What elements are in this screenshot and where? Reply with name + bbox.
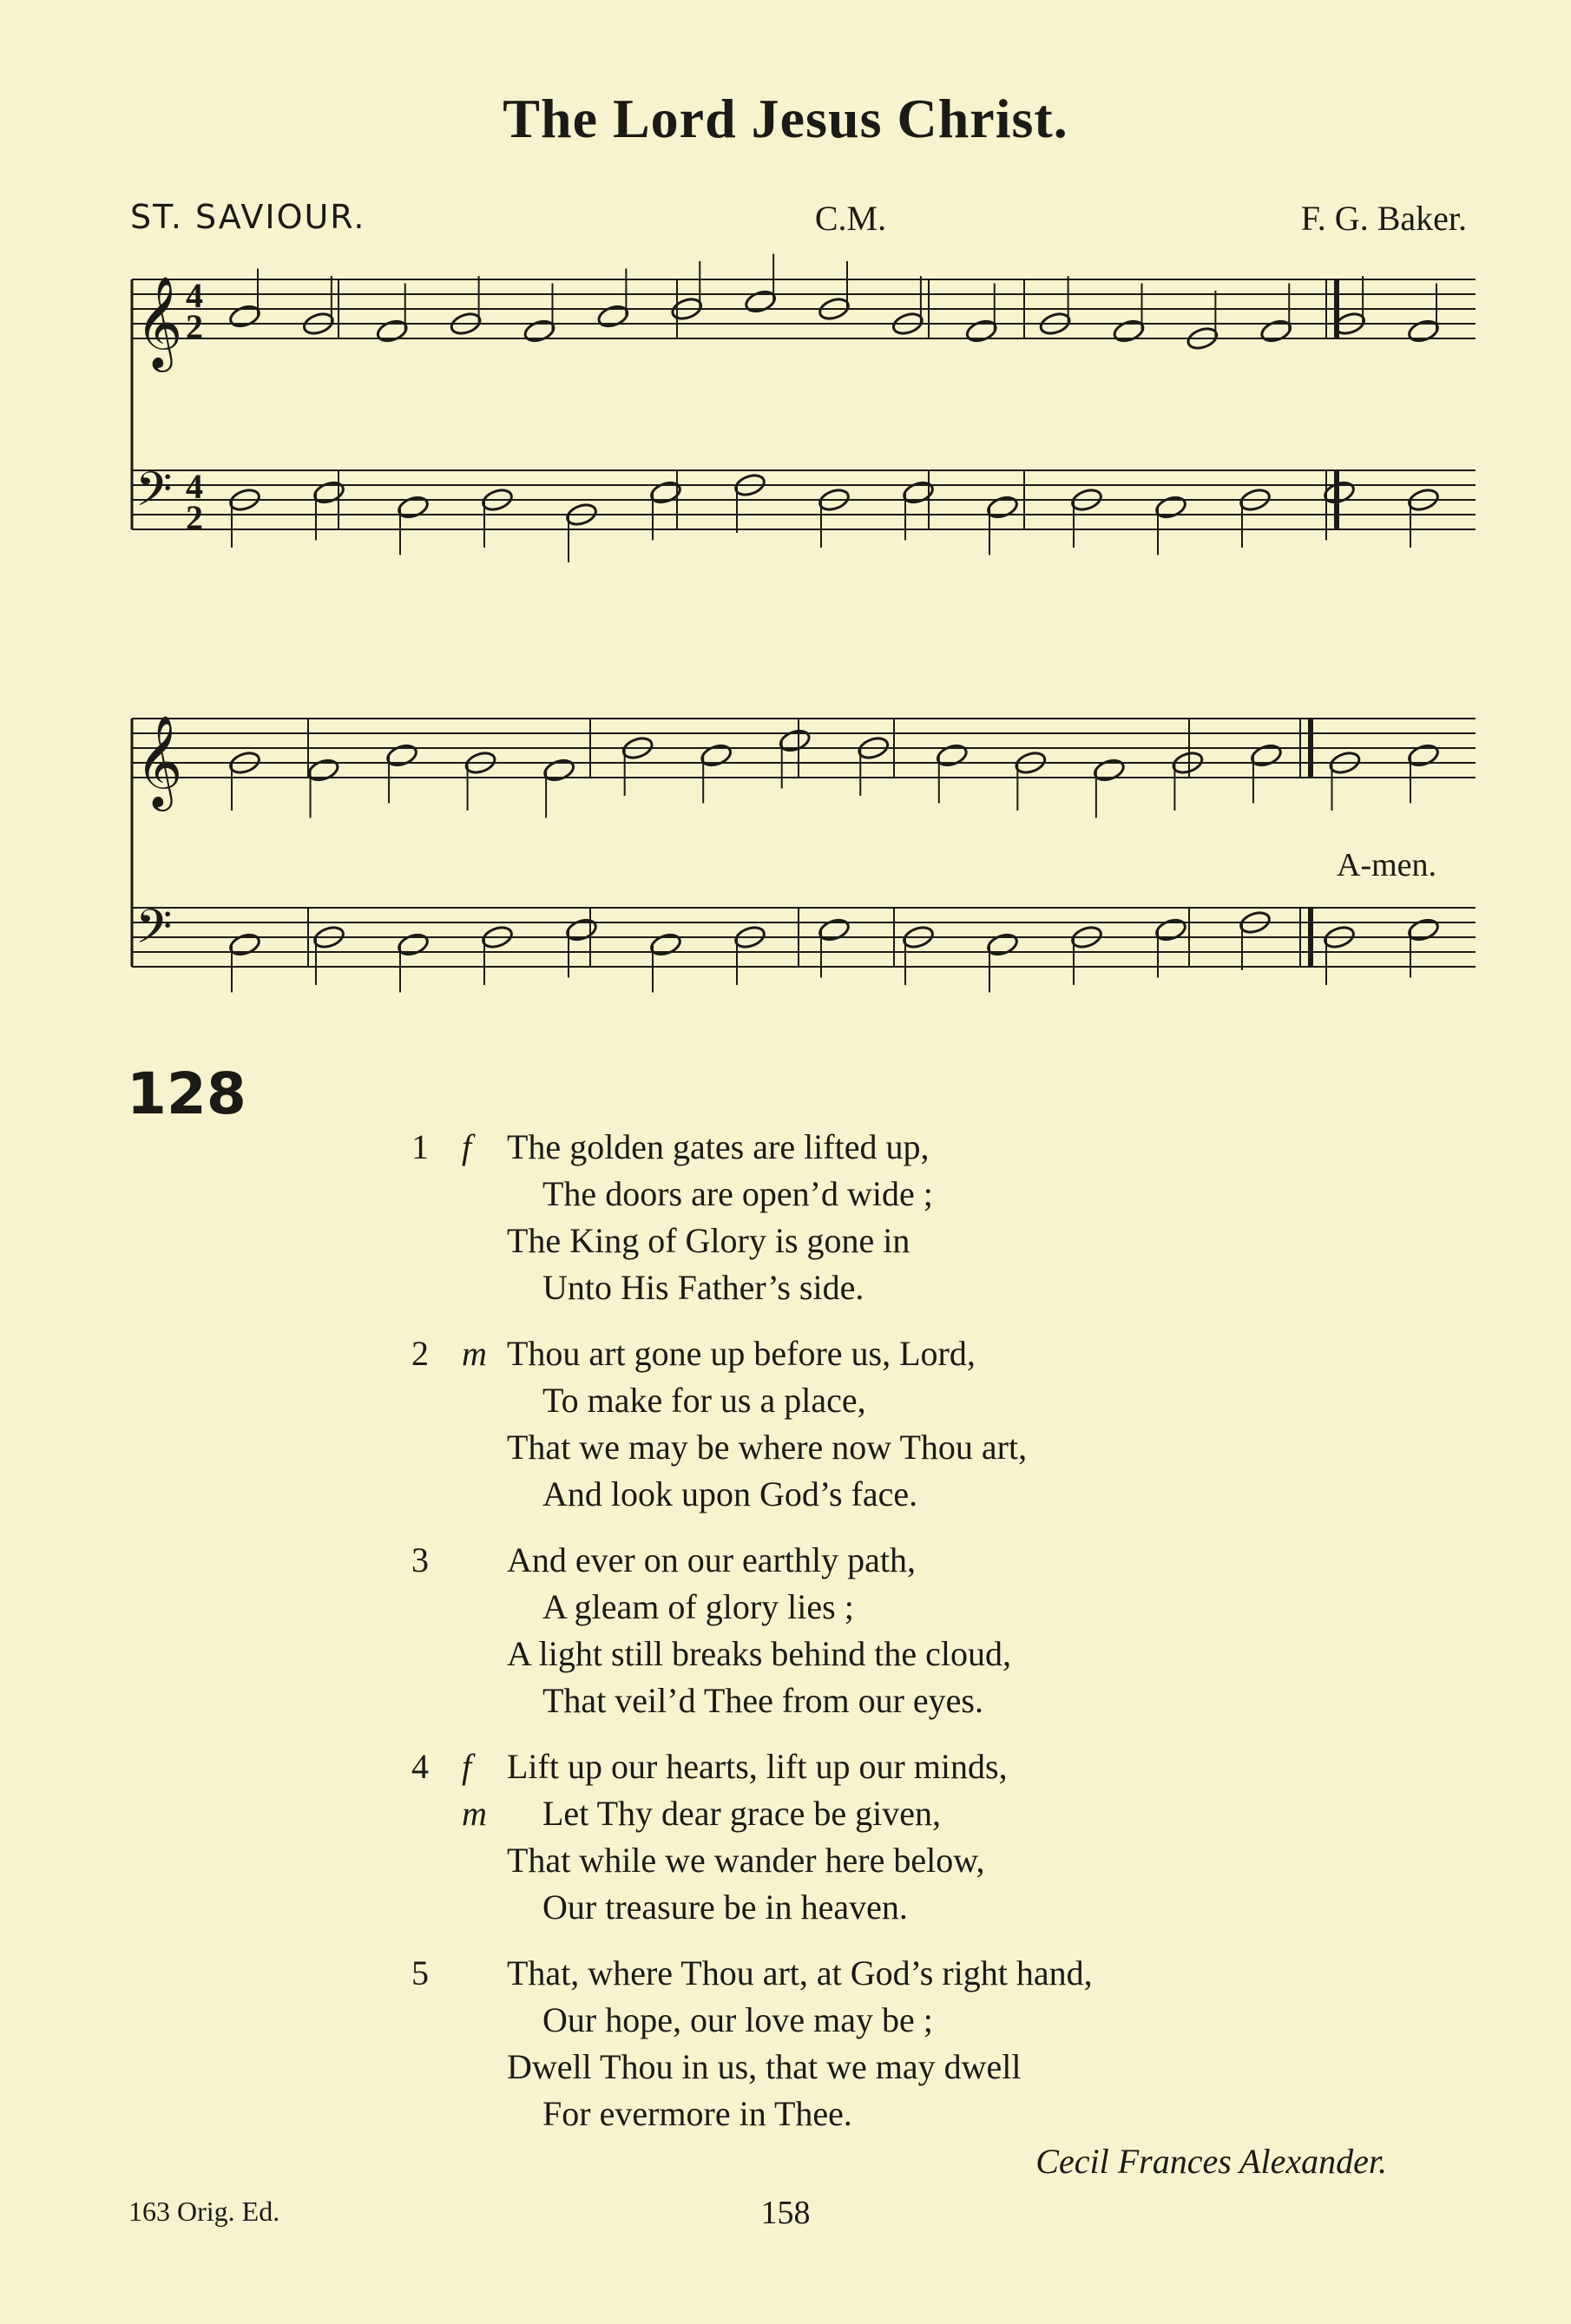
music-score: [0, 0, 1571, 1059]
treble-note: [935, 742, 969, 768]
verse-text: The King of Glory is gone in: [507, 1221, 910, 1260]
treble-note: [744, 288, 778, 314]
treble-note: [1092, 757, 1126, 783]
bass-clef: 𝄢: [135, 899, 173, 966]
verse-text: The doors are open’d wide ;: [542, 1174, 933, 1213]
bass-note: [1407, 916, 1441, 942]
verse-line: [0, 1537, 1571, 1584]
bass-note: [986, 931, 1020, 957]
verse-line: [0, 1264, 1571, 1311]
treble-note: [523, 318, 556, 344]
verse: [0, 1330, 1571, 1518]
verse-line: [0, 1837, 1571, 1884]
treble-note: [778, 727, 812, 753]
verse-text: And look upon God’s face.: [542, 1474, 918, 1513]
bass-note: [902, 479, 936, 505]
time-signature-top: 4: [186, 276, 203, 315]
bass-note: [1154, 916, 1188, 942]
dynamic-marking: f: [462, 1127, 472, 1166]
verse-line: [0, 1330, 1571, 1377]
verse-text: That, where Thou art, at God’s right hand,: [507, 1953, 1093, 1992]
verse-line: [0, 1124, 1571, 1171]
verse-text: That while we wander here below,: [507, 1841, 985, 1880]
page-title: The Lord Jesus Christ.: [503, 88, 1068, 149]
treble-clef: 𝄞: [135, 714, 183, 807]
verse-text: And ever on our earthly path,: [507, 1540, 916, 1579]
verse-number: 3: [411, 1540, 429, 1579]
bass-note: [986, 494, 1020, 520]
verse: [0, 1537, 1571, 1724]
verse-number: 2: [411, 1334, 429, 1373]
verse-text: Lift up our hearts, lift up our minds,: [507, 1747, 1008, 1786]
treble-note: [964, 318, 998, 344]
verse-text: That we may be where now Thou art,: [507, 1428, 1028, 1467]
treble-note: [1407, 318, 1441, 344]
verse-text: A light still breaks behind the cloud,: [507, 1634, 1012, 1673]
time-signature-top: 4: [186, 467, 203, 506]
verse-text: Let Thy dear grace be given,: [542, 1794, 942, 1833]
verse-line: [0, 1471, 1571, 1518]
treble-note: [700, 742, 733, 768]
original-edition-ref: 163 Orig. Ed.: [128, 2196, 280, 2227]
verse: [0, 1743, 1571, 1931]
verse-line: [0, 1997, 1571, 2044]
treble-note: [385, 742, 419, 768]
treble-note: [596, 303, 630, 329]
treble-clef: 𝄞: [135, 275, 183, 368]
bass-note: [397, 931, 431, 957]
verse-line: [0, 1790, 1571, 1837]
verse: [0, 1124, 1571, 1311]
bass-clef: 𝄢: [135, 462, 173, 528]
verse-text: A gleam of glory lies ;: [542, 1587, 854, 1626]
bass-note: [397, 494, 431, 520]
treble-note: [228, 303, 262, 329]
bass-note: [565, 916, 599, 942]
verse-line: [0, 2044, 1571, 2091]
verse-line: [0, 1743, 1571, 1790]
verse-line: [0, 1377, 1571, 1424]
tune-meter: C.M.: [814, 199, 887, 238]
verse-text: Our treasure be in heaven.: [542, 1887, 908, 1927]
time-signature-bottom: 2: [186, 307, 203, 346]
treble-note: [375, 318, 409, 344]
dynamic-marking: m: [462, 1334, 487, 1373]
treble-note: [1259, 318, 1293, 344]
verse-number: 1: [411, 1127, 429, 1166]
treble-note: [1112, 318, 1146, 344]
treble-note: [1250, 742, 1284, 768]
hymn-verses: [0, 1124, 1571, 2157]
verse-line: [0, 1218, 1571, 1264]
bass-note: [1154, 494, 1188, 520]
verse-text: Our hope, our love may be ;: [542, 2000, 933, 2039]
bass-note: [818, 916, 851, 942]
verse-line: [0, 2091, 1571, 2137]
verse-text: Dwell Thou in us, that we may dwell: [507, 2047, 1022, 2086]
verse-line: [0, 1631, 1571, 1677]
verse-line: [0, 1424, 1571, 1471]
treble-note: [1407, 742, 1441, 768]
verse-text: Thou art gone up before us, Lord,: [507, 1334, 976, 1373]
time-signature-bottom: 2: [186, 498, 203, 537]
verse-text: That veil’d Thee from our eyes.: [542, 1681, 983, 1720]
tune-composer: F. G. Baker.: [1300, 199, 1467, 238]
verse-text: The golden gates are lifted up,: [507, 1127, 930, 1166]
bass-note: [312, 479, 346, 505]
bass-note: [649, 931, 683, 957]
tune-name: ST. SAVIOUR.: [130, 198, 366, 236]
verse-text: For evermore in Thee.: [542, 2094, 852, 2133]
verse-line: [0, 1884, 1571, 1931]
verse-number: 5: [411, 1953, 429, 1992]
bass-note: [228, 931, 262, 957]
verse-line: [0, 1584, 1571, 1631]
verse-line: [0, 1677, 1571, 1724]
verse-line: [0, 1950, 1571, 1997]
page-number: 158: [760, 2195, 811, 2231]
hymn-number: 128: [127, 1060, 246, 1127]
verse: [0, 1950, 1571, 2137]
verse-line: [0, 1171, 1571, 1218]
treble-note: [306, 757, 340, 783]
verse-number: 4: [411, 1747, 429, 1786]
verse-text: Unto His Father’s side.: [542, 1268, 864, 1307]
amen-label: A-men.: [1337, 847, 1437, 883]
dynamic-marking: m: [462, 1794, 487, 1833]
treble-note: [542, 757, 576, 783]
dynamic-marking: f: [462, 1747, 472, 1786]
verse-text: To make for us a place,: [542, 1381, 866, 1420]
hymn-author: Cecil Frances Alexander.: [1035, 2142, 1387, 2181]
